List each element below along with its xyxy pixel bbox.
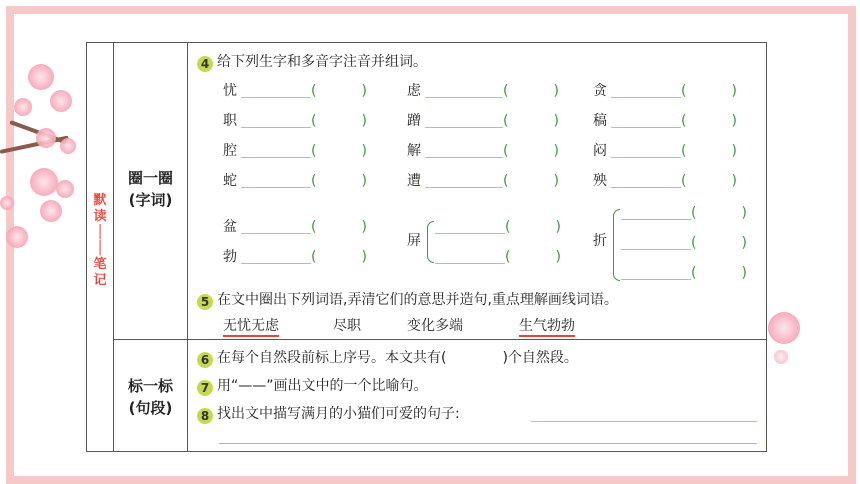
char-entry: 盆 ( )	[223, 219, 367, 235]
char-entry: 遭 ( )	[407, 173, 559, 189]
question-5-text: 在文中圈出下列词语,弄清它们的意思并造句,重点理解画线词语。	[217, 292, 618, 308]
answer-line[interactable]	[621, 263, 691, 280]
char-entry: 闷 ( )	[593, 143, 737, 159]
char-entry: ( )	[617, 233, 747, 253]
answer-line[interactable]	[435, 247, 505, 264]
char-entry: ( )	[617, 263, 747, 283]
question-4	[197, 51, 427, 72]
vocab-word: 无忧无虑	[223, 315, 279, 335]
char-entry: 忧 ( )	[223, 83, 367, 99]
char-entry: ( )	[431, 247, 561, 267]
answer-line[interactable]	[435, 217, 505, 234]
char-entry: 稿 ( )	[593, 113, 737, 129]
answer-line[interactable]	[621, 233, 691, 250]
char-entry: 蹭 ( )	[407, 113, 559, 129]
worksheet-table	[86, 42, 767, 452]
answer-line[interactable]	[425, 141, 503, 158]
char-entry: ( )	[431, 217, 561, 237]
char-entry: 蛇 ( )	[223, 173, 367, 189]
section-label-juduan: 标一标 (句段)	[127, 377, 173, 417]
char-entry: 贪 ( )	[593, 83, 737, 99]
char-entry: 职 ( )	[223, 113, 367, 129]
vocab-word: 生气勃勃	[519, 315, 575, 335]
answer-line[interactable]	[621, 203, 691, 220]
char-entry: 勃 ( )	[223, 249, 367, 265]
answer-line[interactable]	[425, 81, 503, 98]
question-number-badge: 7	[197, 380, 213, 396]
vocab-word: 变化多端	[407, 318, 463, 334]
answer-line[interactable]	[611, 141, 681, 158]
side-label: 默 读 │ │ 笔 记	[93, 193, 107, 288]
question-number-badge: 8	[197, 408, 213, 424]
question-7	[197, 375, 428, 396]
row-divider	[114, 339, 766, 340]
char-entry: 虑 ( )	[407, 83, 559, 99]
question-5	[197, 289, 618, 310]
answer-line[interactable]	[611, 171, 681, 188]
question-6: 6 在每个自然段前标上序号。本文共有( )个自然段。	[197, 347, 578, 368]
polyphone-char: 屏	[407, 233, 421, 249]
question-8	[197, 403, 460, 424]
side-label-column	[87, 43, 114, 451]
answer-line[interactable]	[241, 247, 311, 264]
answer-line[interactable]	[611, 111, 681, 128]
question-number-badge: 4	[197, 56, 213, 72]
char-entry: ( )	[617, 203, 747, 223]
answer-line[interactable]	[219, 443, 757, 444]
answer-line[interactable]	[425, 171, 503, 188]
answer-line[interactable]	[241, 111, 311, 128]
polyphone-char: 折	[593, 233, 607, 249]
char-entry: 解 ( )	[407, 143, 559, 159]
answer-line[interactable]	[531, 421, 757, 422]
question-number-badge: 5	[197, 294, 213, 310]
question-7-text: 用“——”画出文中的一个比喻句。	[217, 378, 428, 394]
answer-line[interactable]	[241, 81, 311, 98]
answer-line[interactable]	[425, 111, 503, 128]
question-4-text: 给下列生字和多音字注音并组词。	[217, 54, 427, 70]
answer-line[interactable]	[241, 171, 311, 188]
section-label-ciyu: 圈一圈 (字词)	[127, 169, 173, 209]
answer-line[interactable]	[611, 81, 681, 98]
answer-line[interactable]	[241, 217, 311, 234]
char-entry: 殃 ( )	[593, 173, 737, 189]
vocab-word: 尽职	[333, 318, 361, 334]
question-8-text: 找出文中描写满月的小猫们可爱的句子:	[217, 406, 460, 422]
answer-line[interactable]	[241, 141, 311, 158]
question-number-badge: 6	[197, 352, 213, 368]
char-entry: 腔 ( )	[223, 143, 367, 159]
